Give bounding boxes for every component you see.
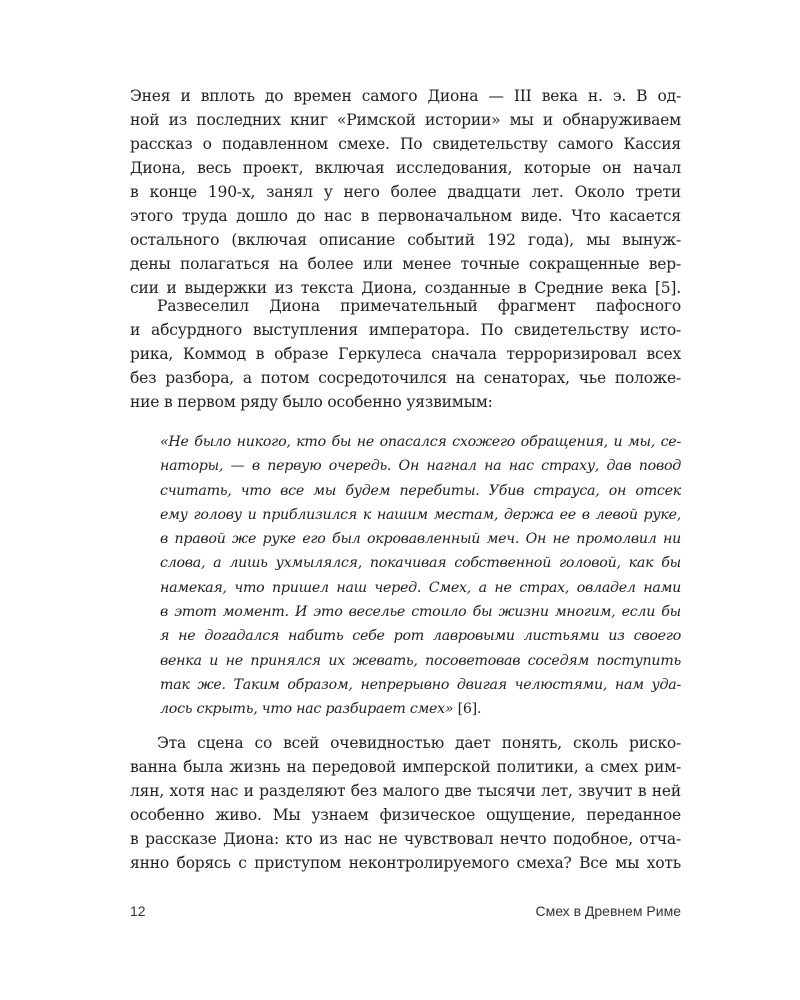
text-line: ванна была жизнь на передовой имперской политики, а смех рим- [130, 758, 681, 776]
text-line: лян, хотя нас и разделяют без малого две тысячи лет, звучит в ней [130, 782, 681, 800]
text-line: Развеселил Диона примечательный фрагмент пафосного [157, 297, 681, 315]
quote-citation: [6]. [453, 701, 482, 718]
text-line: Эта сцена со всей очевидностью дает понять, сколь риско- [157, 734, 681, 752]
block-quote [160, 430, 681, 722]
quote-line: в этот момент. И это веселье стоило бы жизни многим, если бы [160, 604, 681, 621]
running-title: Смех в Древнем Риме [535, 903, 681, 919]
text-line: особенно живо. Мы узнаем физическое ощущение, переданное [130, 806, 681, 824]
quote-line: так же. Таким образом, непрерывно двигая челюстями, нам уда- [160, 676, 681, 693]
quote-line: намекая, что пришел наш черед. Смех, а не страх, овладел нами [160, 579, 681, 596]
quote-line: в правой же руке его был окровавленный меч. Он не промолвил ни [160, 531, 681, 548]
text-line: этого труда дошло до нас в первоначальном виде. Что касается [130, 207, 681, 225]
text-line: ной из последних книг «Римской истории» мы и обнаруживаем [130, 111, 681, 129]
text-line: в конце 190-х, занял у него более двадцати лет. Около трети [130, 183, 681, 201]
paragraph-1 [130, 84, 681, 300]
paragraph-2 [130, 294, 681, 414]
text-line: дены полагаться на более или менее точные сокращенные вер- [130, 255, 681, 273]
text-line: остального (включая описание событий 192 года), мы вынуж- [130, 231, 681, 249]
text-line: Диона, весь проект, включая исследования, которые он начал [130, 159, 681, 177]
quote-line: считать, что все мы будем перебиты. Убив страуса, он отсек [160, 482, 681, 499]
text-line: без разбора, а потом сосредоточился на сенаторах, чье положе- [130, 369, 681, 387]
text-line: рассказ о подавленном смехе. По свидетельству самого Кассия [130, 135, 681, 153]
text-line: янно борясь с приступом неконтролируемого смеха? Все мы хоть [130, 854, 681, 872]
text-line: Энея и вплоть до времен самого Диона — III века н. э. В од- [130, 87, 681, 105]
quote-line: слова, а лишь ухмылялся, покачивая собственной головой, как бы [160, 555, 681, 572]
text-line: ние в первом ряду было особенно уязвимым: [130, 393, 493, 411]
text-line: и абсурдного выступления императора. По свидетельству исто- [130, 321, 681, 339]
quote-line: ему голову и приблизился к нашим местам, держа ее в левой руке, [160, 506, 681, 523]
text-line: сии и выдержки из текста Диона, созданные в Средние века [5]. [130, 279, 681, 297]
quote-text: лось скрыть, что нас разбирает смех» [160, 701, 454, 718]
quote-last-line [160, 697, 681, 721]
quote-line: наторы, — в первую очередь. Он нагнал на нас страху, дав повод [160, 458, 681, 475]
text-line: в рассказе Диона: кто из нас не чувствовал нечто подобное, отча- [130, 830, 681, 848]
paragraph-3 [130, 731, 681, 875]
quote-line: венка и не принялся их жевать, посоветовав соседям поступить [160, 652, 681, 669]
page-number: 12 [130, 903, 146, 919]
text-line: рика, Коммод в образе Геркулеса сначала терроризировал всех [130, 345, 681, 363]
quote-line: я не догадался набить себе рот лавровыми листьями из своего [160, 628, 681, 645]
quote-line: «Не было никого, кто бы не опасался схожего обращения, и мы, се- [160, 434, 681, 450]
